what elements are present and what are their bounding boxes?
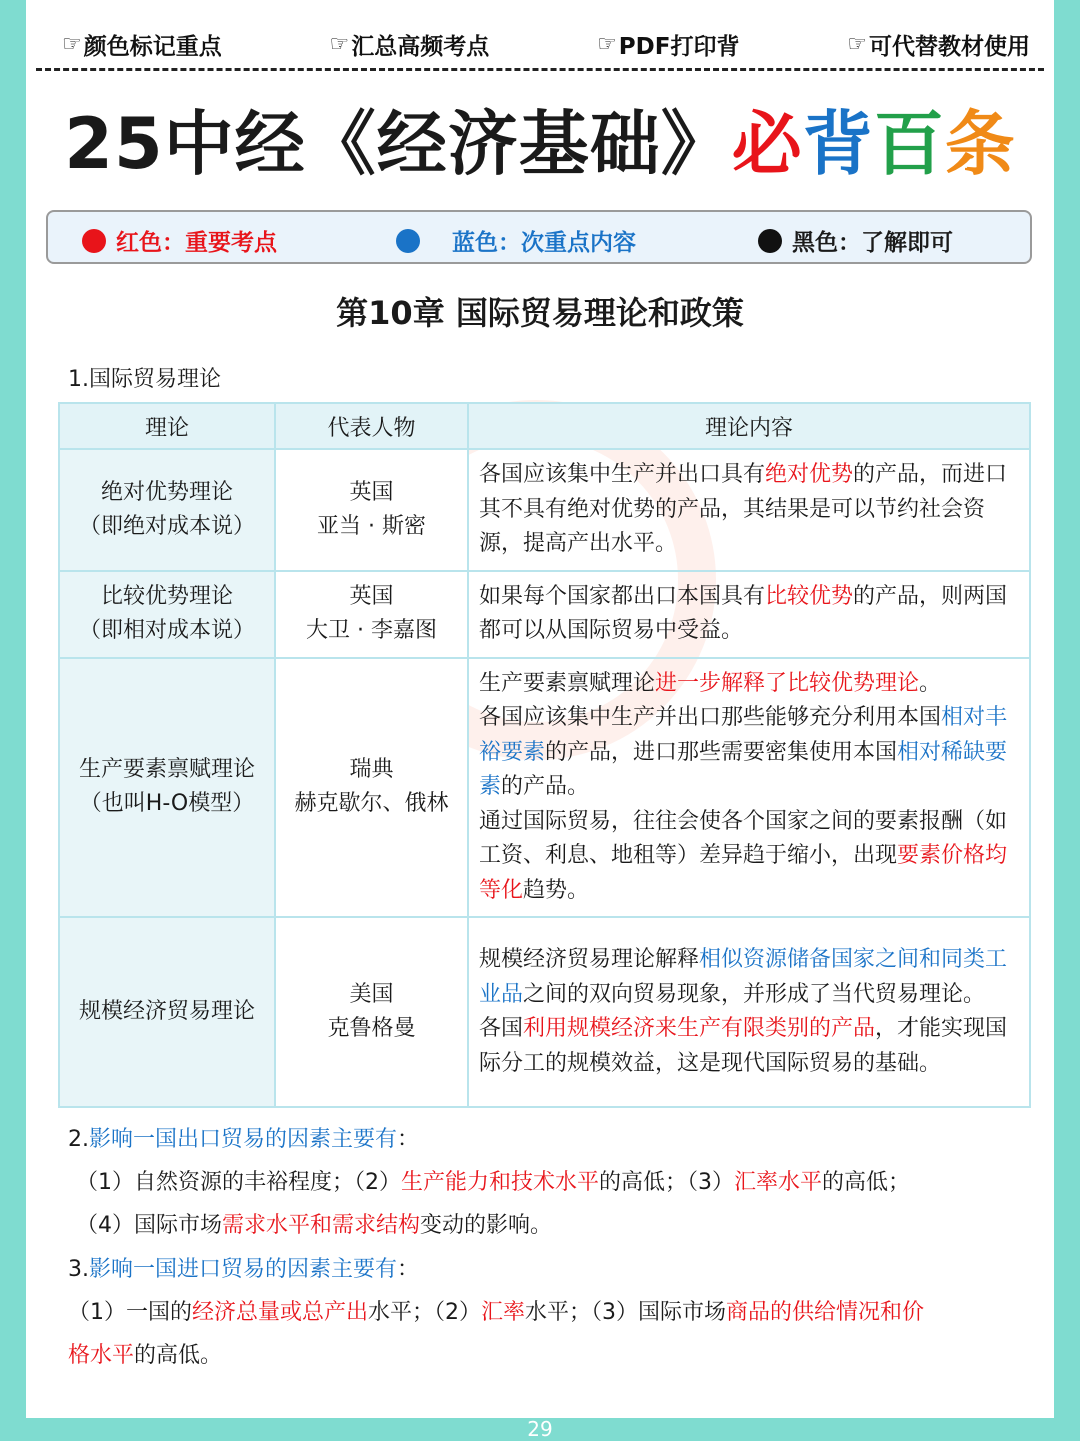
theory-name: 规模经济贸易理论 [78,999,255,1024]
text-line [68,1291,1028,1334]
text-segment: 的产品，而进口其不具有绝对优势的产品，其结果是可以节约社会资源，提高产出水平。 [479,462,1008,556]
import-factors-body [68,1291,1028,1377]
import-factors-heading: 3.影响一国进口贸易的因素主要有： [68,1257,420,1282]
column-header: 理论 [59,403,275,449]
person-name: 美国 [349,982,394,1007]
column-header: 理论内容 [468,403,1030,449]
text-segment: 之间的双向贸易现象，并形成了当代贸易理论。 [523,981,986,1007]
person-name: 英国 [349,479,394,505]
legend-red: 红色：重要考点 [82,224,277,257]
text-segment: 汇率 [481,1300,526,1325]
text-segment: 变动的影响。 [420,1213,553,1238]
text-line [68,1334,1028,1377]
theory-cell [59,449,275,571]
table-row [59,449,1030,571]
theory-cell [59,658,275,918]
theory-table [58,402,1031,1108]
content-cell [468,571,1030,658]
theory-name: 比较优势理论 [100,584,233,609]
content-paragraph [479,458,1019,562]
text-segment: 通过国际贸易，往往会使各个国家之间的要素报酬（如工资、利息、地租等）差异趋于缩小，出现 [479,808,1008,868]
section-heading: 1.国际贸易理论 [68,367,221,392]
export-factors [68,1118,1028,1247]
theory-cell [59,571,275,658]
text-segment: 相对稀缺要素 [479,739,1008,799]
feature-high-frequency: ☞ 汇总高频考点 [329,31,490,60]
content-paragraph [479,943,1019,1012]
pointing-hand-icon: ☞ [329,31,350,57]
text-segment: 比较优势 [765,583,854,609]
text-segment: 规模经济贸易理论解释 [479,947,700,972]
text-segment: 相对丰裕要素 [479,705,1008,765]
text-segment: 绝对优势 [765,462,854,487]
text-segment: 各国应该集中生产并出口那些能够充分利用本国 [479,705,942,730]
theory-cell [59,917,275,1107]
theory-name: （也叫H-O模型） [79,791,255,817]
color-legend [46,210,1032,264]
feature-bar [26,24,1054,64]
text-segment: 水平；（3）国际市场 [525,1300,727,1325]
text-segment: 。 [919,670,942,696]
export-factors-body [68,1161,1028,1247]
blue-dot-icon [396,229,420,253]
text-segment: 各国应该集中生产并出口具有 [479,462,766,487]
text-line [76,1204,1028,1247]
table-row [59,917,1030,1107]
person-name: 克鲁格曼 [327,1016,416,1041]
theory-name: （即相对成本说） [78,618,255,643]
dashed-divider [36,68,1044,71]
content-paragraph [479,580,1019,649]
content-cell [468,917,1030,1107]
text-segment: 经济总量或总产出 [192,1300,369,1325]
table-body [59,449,1030,1107]
person-cell [275,658,468,918]
text-segment: 要素价格均等化 [479,843,1008,903]
person-name: 赫克歇尔、俄林 [294,791,449,817]
text-segment: （1）一国的 [68,1300,192,1325]
person-name: 大卫 · 李嘉图 [306,618,437,643]
table-header-row [59,403,1030,449]
page [26,0,1054,1418]
red-dot-icon [82,229,106,253]
content-cell [468,658,1030,918]
table-row [59,571,1030,658]
page-title: 25中经《经济基础》必背百条 [64,103,1016,185]
content-paragraph [479,667,1019,702]
text-segment: 相似资源储备国家之间和同类工业品 [479,947,1008,1007]
text-segment: 水平；（2） [368,1300,482,1325]
text-segment: 进一步解释了比较优势理论 [655,670,920,696]
text-segment: 各国 [479,1016,524,1041]
text-segment: （1）自然资源的丰裕程度；（2） [76,1170,401,1195]
text-segment: （4）国际市场 [76,1213,222,1238]
person-cell [275,571,468,658]
page-number: 29 [527,1417,553,1441]
legend-black: 黑色：了解即可 [758,224,953,257]
text-segment: 的产品。 [501,774,590,799]
text-segment: 汇率水平 [734,1170,823,1195]
content-paragraph [479,805,1019,909]
black-dot-icon [758,229,782,253]
text-segment: ，才能实现国际分工的规模效益，这是现代国际贸易的基础。 [479,1016,1008,1076]
text-segment: 格水平 [68,1343,135,1368]
theory-name: （即绝对成本说） [78,513,255,539]
text-segment: 的高低。 [134,1343,223,1368]
feature-pdf-print: ☞ PDF打印背 [597,31,740,60]
person-name: 亚当 · 斯密 [317,513,426,539]
import-factors [68,1248,1028,1377]
pointing-hand-icon: ☞ [597,31,617,57]
text-segment: 生产能力和技术水平 [401,1170,600,1195]
text-segment: 的高低； [822,1170,911,1195]
feature-color-marking: ☞ 颜色标记重点 [62,31,222,60]
person-cell [275,917,468,1107]
text-segment: 的产品，进口那些需要密集使用本国 [545,739,898,765]
person-name: 瑞典 [349,757,394,783]
text-segment: 的高低；（3） [599,1170,735,1195]
legend-blue: 蓝色：次重点内容 [396,224,636,257]
content-paragraph [479,1012,1019,1081]
content-paragraph [479,701,1019,805]
text-segment: 商品的供给情况和价 [726,1300,925,1325]
text-segment: 如果每个国家都出口本国具有 [479,583,766,609]
theory-name: 生产要素禀赋理论 [78,757,255,783]
text-segment: 利用规模经济来生产有限类别的产品 [523,1016,876,1041]
content-cell [468,449,1030,571]
theory-name: 绝对优势理论 [100,479,233,505]
person-name: 英国 [349,584,394,609]
text-segment: 趋势。 [523,877,590,903]
text-segment: 需求水平和需求结构 [222,1213,421,1238]
feature-textbook: ☞ 可代替教材使用 [847,31,1030,60]
export-factors-heading: 2.影响一国出口贸易的因素主要有： [68,1127,420,1152]
text-segment: 的产品，则两国都可以从国际贸易中受益。 [479,583,1008,643]
person-cell [275,449,468,571]
table-row [59,658,1030,918]
pointing-hand-icon: ☞ [62,31,82,57]
column-header: 代表人物 [275,403,468,449]
pointing-hand-icon: ☞ [847,31,867,57]
text-line [76,1161,1028,1204]
chapter-heading: 第10章 国际贸易理论和政策 [336,294,744,332]
text-segment: 生产要素禀赋理论 [479,670,656,696]
